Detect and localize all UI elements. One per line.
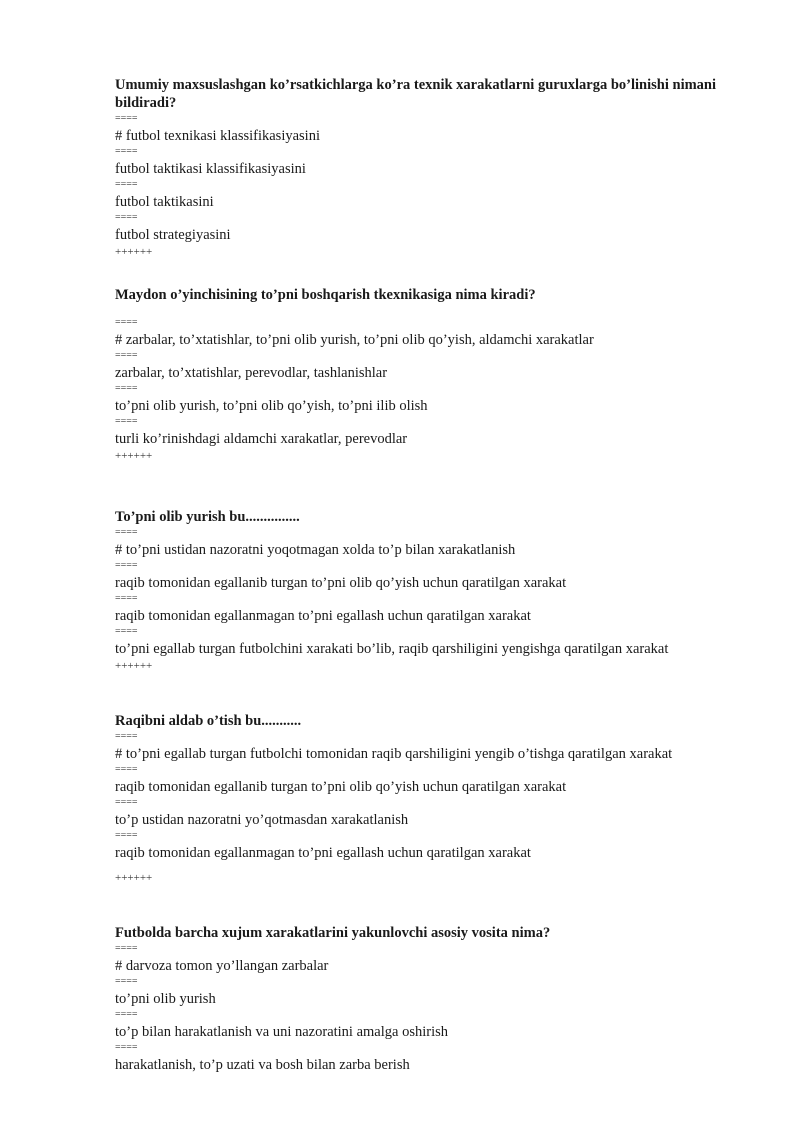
question-text: Maydon o’yinchisining to’pni boshqarish tkexnikasiga nima kiradi? bbox=[115, 287, 536, 303]
separator: ==== bbox=[115, 560, 138, 571]
separator: ==== bbox=[115, 350, 138, 361]
answer-option: zarbalar, to’xtatishlar, perevodlar, tashlanishlar bbox=[115, 365, 388, 381]
separator: ==== bbox=[115, 212, 138, 223]
question-text: Raqibni aldab o’tish bu........... bbox=[115, 713, 302, 729]
answer-option: raqib tomonidan egallanib turgan to’pni olib qo’yish uchun qaratilgan xarakat bbox=[115, 575, 567, 591]
separator: ==== bbox=[115, 113, 138, 124]
answer-option: futbol strategiyasini bbox=[115, 227, 231, 243]
separator: ==== bbox=[115, 317, 138, 328]
separator: ==== bbox=[115, 593, 138, 604]
question-text: Umumiy maxsuslashgan ko’rsatkichlarga ko’ra texnik xarakatlarni guruxlarga bo’linishi nimani bildiradi? bbox=[115, 77, 717, 111]
separator: ==== bbox=[115, 1009, 138, 1020]
answer-option: to’pni egallab turgan futbolchini xarakati bo’lib, raqib qarshiligini yengishga qaratilgan xarakat bbox=[115, 641, 669, 657]
answer-option: harakatlanish, to’p uzati va bosh bilan zarba berish bbox=[115, 1057, 410, 1073]
answer-option: raqib tomonidan egallanmagan to’pni egallash uchun qaratilgan xarakat bbox=[115, 608, 531, 624]
answer-option: turli ko’rinishdagi aldamchi xarakatlar, perevodlar bbox=[115, 431, 408, 447]
answer-option: futbol taktikasini bbox=[115, 194, 214, 210]
answer-option: to’pni olib yurish bbox=[115, 991, 216, 1007]
answer-option: raqib tomonidan egallanib turgan to’pni olib qo’yish uchun qaratilgan xarakat bbox=[115, 779, 567, 795]
end-marker: ++++++ bbox=[115, 450, 153, 462]
answer-option: # futbol texnikasi klassifikasiyasini bbox=[115, 128, 320, 144]
separator: ==== bbox=[115, 179, 138, 190]
question-block bbox=[115, 924, 745, 1074]
end-marker: ++++++ bbox=[115, 246, 153, 258]
separator: ==== bbox=[115, 731, 138, 742]
answer-option: to’p ustidan nazoratni yo’qotmasdan xarakatlanish bbox=[115, 812, 409, 828]
separator: ==== bbox=[115, 797, 138, 808]
question-block bbox=[115, 286, 745, 508]
separator: ==== bbox=[115, 830, 138, 841]
end-marker: ++++++ bbox=[115, 660, 153, 672]
answer-option: futbol taktikasi klassifikasiyasini bbox=[115, 161, 306, 177]
answer-option: # to’pni ustidan nazoratni yoqotmagan xolda to’p bilan xarakatlanish bbox=[115, 542, 516, 558]
separator: ==== bbox=[115, 943, 138, 954]
separator: ==== bbox=[115, 146, 138, 157]
separator: ==== bbox=[115, 416, 138, 427]
separator: ==== bbox=[115, 1042, 138, 1053]
separator: ==== bbox=[115, 626, 138, 637]
separator: ==== bbox=[115, 383, 138, 394]
question-block bbox=[115, 76, 745, 286]
answer-option: to’pni olib yurish, to’pni olib qo’yish, to’pni ilib olish bbox=[115, 398, 428, 414]
answer-option: raqib tomonidan egallanmagan to’pni egallash uchun qaratilgan xarakat bbox=[115, 845, 531, 861]
answer-option: # to’pni egallab turgan futbolchi tomonidan raqib qarshiligini yengib o’tishga qaratilgan xarakat bbox=[115, 746, 673, 762]
question-block bbox=[115, 712, 745, 924]
question-text: Futbolda barcha xujum xarakatlarini yakunlovchi asosiy vosita nima? bbox=[115, 925, 551, 941]
question-text: To’pni olib yurish bu............... bbox=[115, 509, 300, 525]
answer-option: # darvoza tomon yo’llangan zarbalar bbox=[115, 958, 329, 974]
separator: ==== bbox=[115, 976, 138, 987]
answer-option: to’p bilan harakatlanish va uni nazoratini amalga oshirish bbox=[115, 1024, 448, 1040]
end-marker: ++++++ bbox=[115, 872, 153, 884]
question-block bbox=[115, 508, 745, 712]
document-page bbox=[115, 76, 745, 1074]
separator: ==== bbox=[115, 527, 138, 538]
answer-option: # zarbalar, to’xtatishlar, to’pni olib yurish, to’pni olib qo’yish, aldamchi xarakatlar bbox=[115, 332, 594, 348]
separator: ==== bbox=[115, 764, 138, 775]
